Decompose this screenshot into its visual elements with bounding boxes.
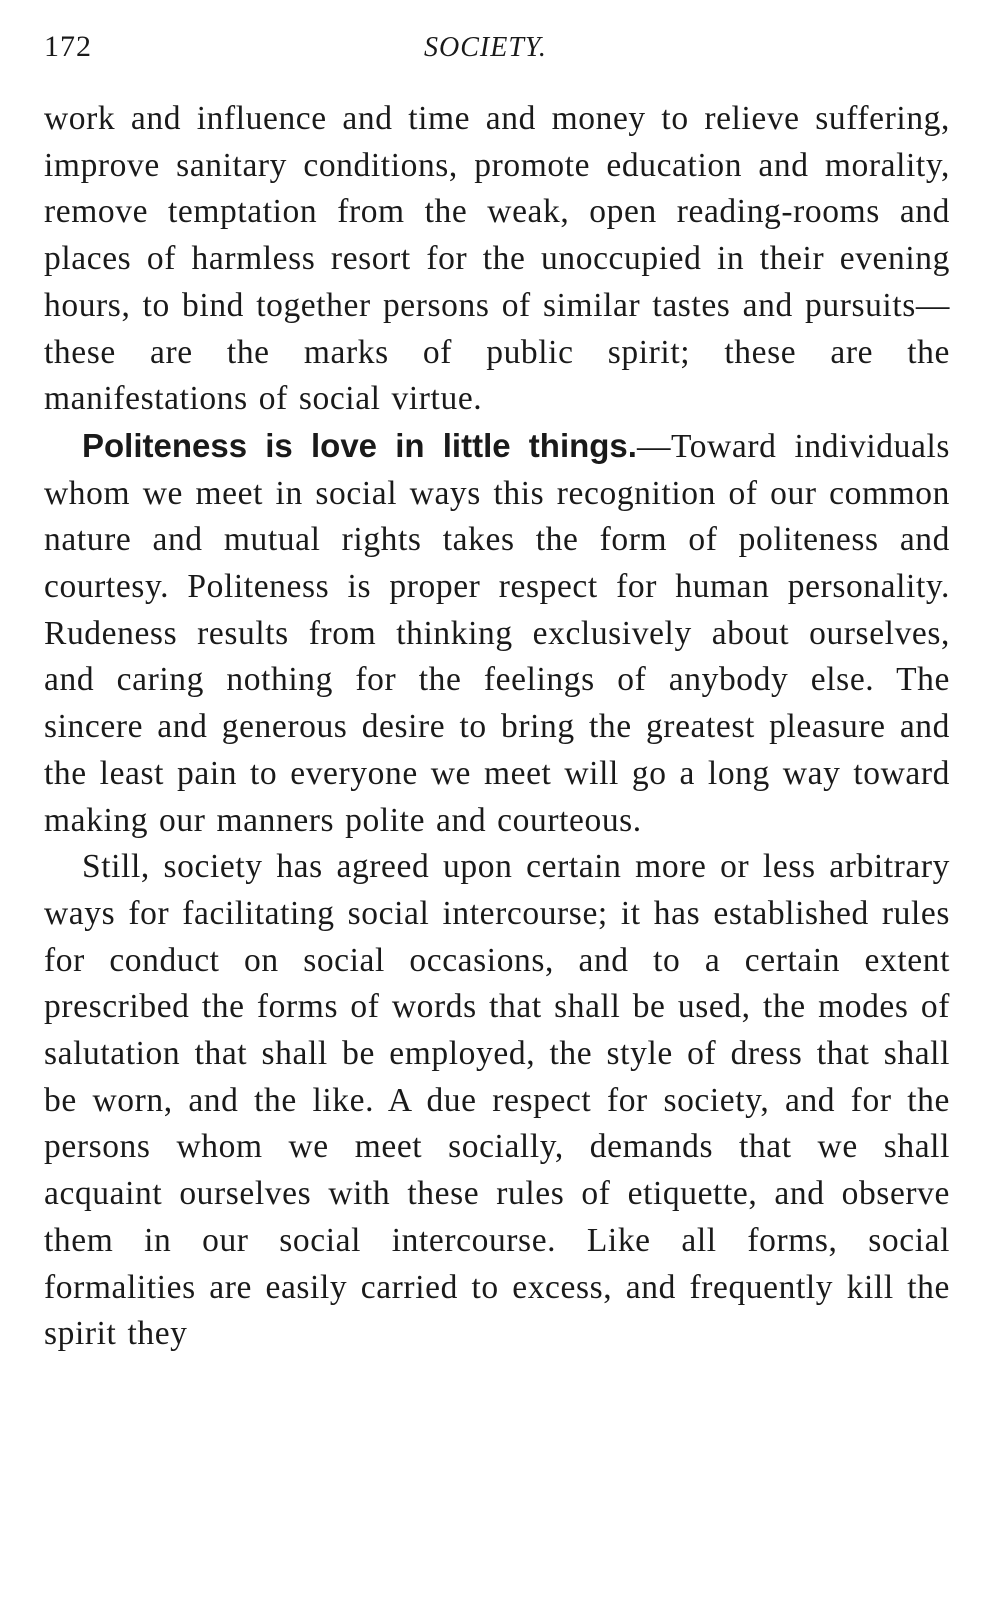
running-head: SOCIETY. <box>424 32 547 63</box>
paragraph-text: —Toward individuals whom we meet in social ways this recognition of our common nature and mutual rights takes the form of politeness and courtesy. Politeness is proper respect for human personality. Rudeness results from thinking exclusively about ourselves, and caring nothing for the feelings of anybody else. The sincere and generous desire to bring the greatest pleasure and the least pain to everyone we meet will go a long way toward making our manners polite and courteous. <box>44 427 950 839</box>
body-text <box>44 96 950 1358</box>
paragraph-text: work and influence and time and money to relieve suffering, improve sanitary conditions, promote education and morality, remove temptation from the weak, open reading-rooms and places of harmless resort for the unoccupied in their evening hours, to bind together persons of similar tastes and pursuits—these are the marks of public spirit; these are the manifestations of social virtue. <box>44 100 950 418</box>
paragraph-continuation <box>44 96 950 423</box>
page-number: 172 <box>44 30 92 63</box>
page-header <box>44 26 950 66</box>
paragraph-politeness <box>44 423 950 844</box>
run-in-heading: Politeness is love in little things. <box>82 426 637 464</box>
paragraph-etiquette <box>44 844 950 1358</box>
paragraph-text: Still, society has agreed upon certain more or less arbitrary ways for facilitating social intercourse; it has established rules for conduct on social occasions, and to a certain extent prescribed the forms of words that shall be used, the modes of salutation that shall be employed, the style of dress that shall be worn, and the like. A due respect for society, and for the persons whom we meet socially, demands that we shall acquaint ourselves with these rules of etiquette, and observe them in our social intercourse. Like all forms, social formalities are easily carried to excess, and frequently kill the spirit they <box>44 848 950 1353</box>
